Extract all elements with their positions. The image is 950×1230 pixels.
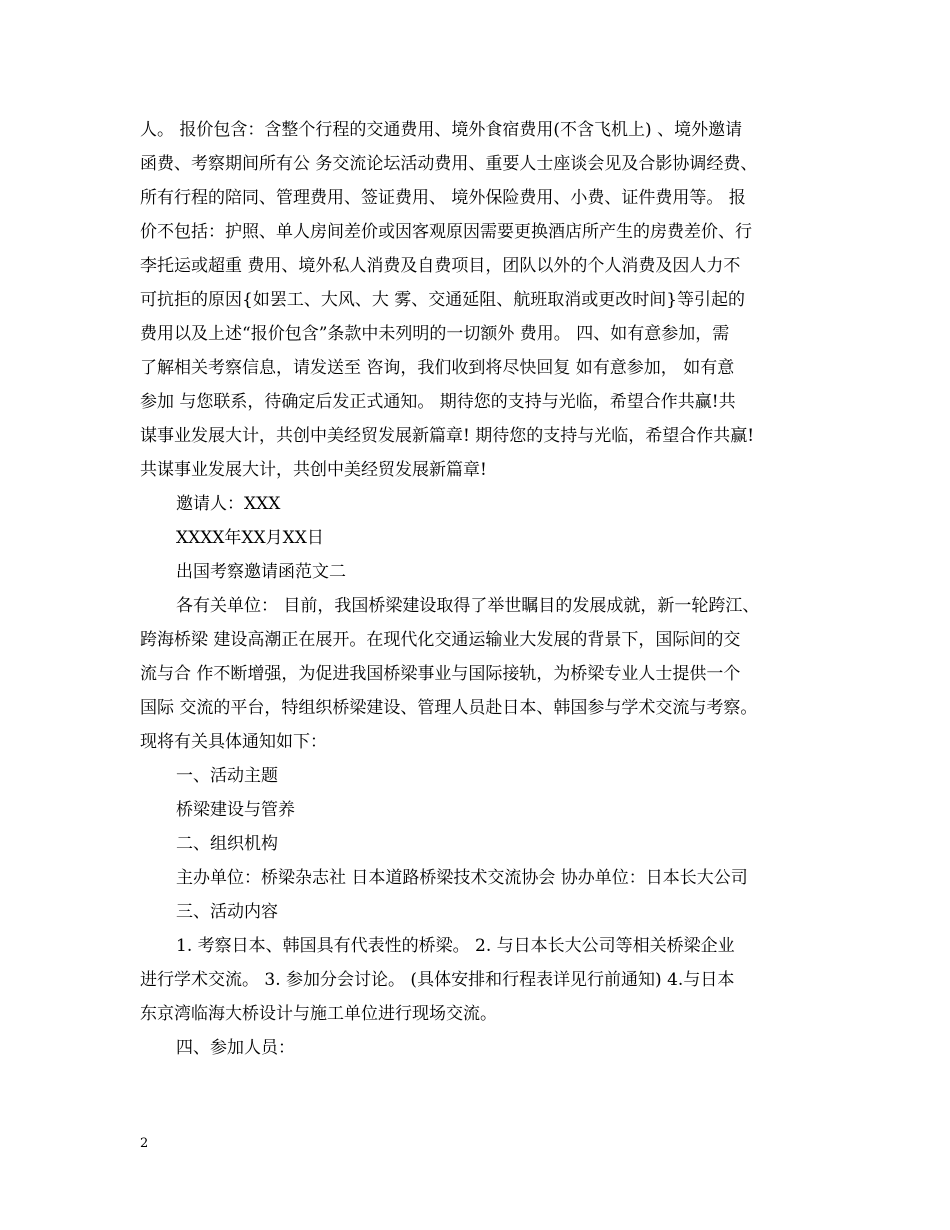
paragraph-line: 李托运或超重 费用、境外私人消费及自费项目，团队以外的个人消费及因人力不: [140, 256, 741, 276]
paragraph-line: 各有关单位： 目前，我国桥梁建设取得了举世瞩目的发展成就，新一轮跨江、: [176, 596, 760, 616]
paragraph-line: 流与合 作不断增强，为促进我国桥梁事业与国际接轨，为桥梁专业人士提供一个: [140, 664, 741, 684]
heading-participants: 四、参加人员：: [176, 1038, 295, 1058]
paragraph-line: 国际 交流的平台，特组织桥梁建设、管理人员赴日本、韩国参与学术交流与考察。: [140, 698, 758, 718]
paragraph-line: 人。 报价包含：含整个行程的交通费用、境外食宿费用(不含飞机上) 、境外邀请: [140, 120, 743, 140]
date-line: XXXX年XX月XX日: [176, 528, 324, 548]
paragraph-line: 所有行程的陪同、管理费用、签证费用、 境外保险费用、小费、证件费用等。 报: [140, 188, 746, 208]
section-title: 出国考察邀请函范文二: [176, 562, 346, 582]
paragraph-line: 1. 考察日本、韩国具有代表性的桥梁。 2. 与日本长大公司等相关桥梁企业: [176, 936, 735, 956]
inviter-line: 邀请人：XXX: [176, 494, 281, 514]
page-number: 2: [140, 1136, 149, 1151]
heading-activity-theme: 一、活动主题: [176, 766, 278, 786]
paragraph-line: 函费、考察期间所有公 务交流论坛活动费用、重要人士座谈会见及合影协调经费、: [140, 154, 758, 174]
paragraph-line: 东京湾临海大桥设计与施工单位进行现场交流。: [140, 1004, 497, 1024]
paragraph-line: 谋事业发展大计，共创中美经贸发展新篇章! 期待您的支持与光临，希望合作共赢!: [140, 426, 755, 446]
heading-organization: 二、组织机构: [176, 834, 278, 854]
paragraph-line: 进行学术交流。 3. 参加分会讨论。 (具体安排和行程表详见行前通知) 4.与日本: [140, 970, 735, 990]
paragraph-line: 跨海桥梁 建设高潮正在展开。在现代化交通运输业大发展的背景下，国际间的交: [140, 630, 741, 650]
paragraph-line: 费用以及上述“报价包含”条款中未列明的一切额外 费用。 四、如有意参加，需: [140, 324, 730, 344]
organization-text: 主办单位：桥梁杂志社 日本道路桥梁技术交流协会 协办单位：日本长大公司: [176, 868, 748, 888]
paragraph-line: 了解相关考察信息，请发送至 咨询，我们收到将尽快回复 如有意参加， 如有意: [140, 358, 735, 378]
paragraph-line: 共谋事业发展大计，共创中美经贸发展新篇章!: [140, 460, 487, 480]
heading-activity-content: 三、活动内容: [176, 902, 278, 922]
activity-theme-text: 桥梁建设与管养: [176, 800, 295, 820]
paragraph-line: 可抗拒的原因{如罢工、大风、大 雾、交通延阻、航班取消或更改时间}等引起的: [140, 290, 746, 310]
paragraph-line: 参加 与您联系，待确定后发正式通知。 期待您的支持与光临，希望合作共赢!共: [140, 392, 736, 412]
paragraph-line: 价不包括：护照、单人房间差价或因客观原因需要更换酒店所产生的房费差价、行: [140, 222, 752, 242]
paragraph-line: 现将有关具体通知如下：: [140, 732, 327, 752]
